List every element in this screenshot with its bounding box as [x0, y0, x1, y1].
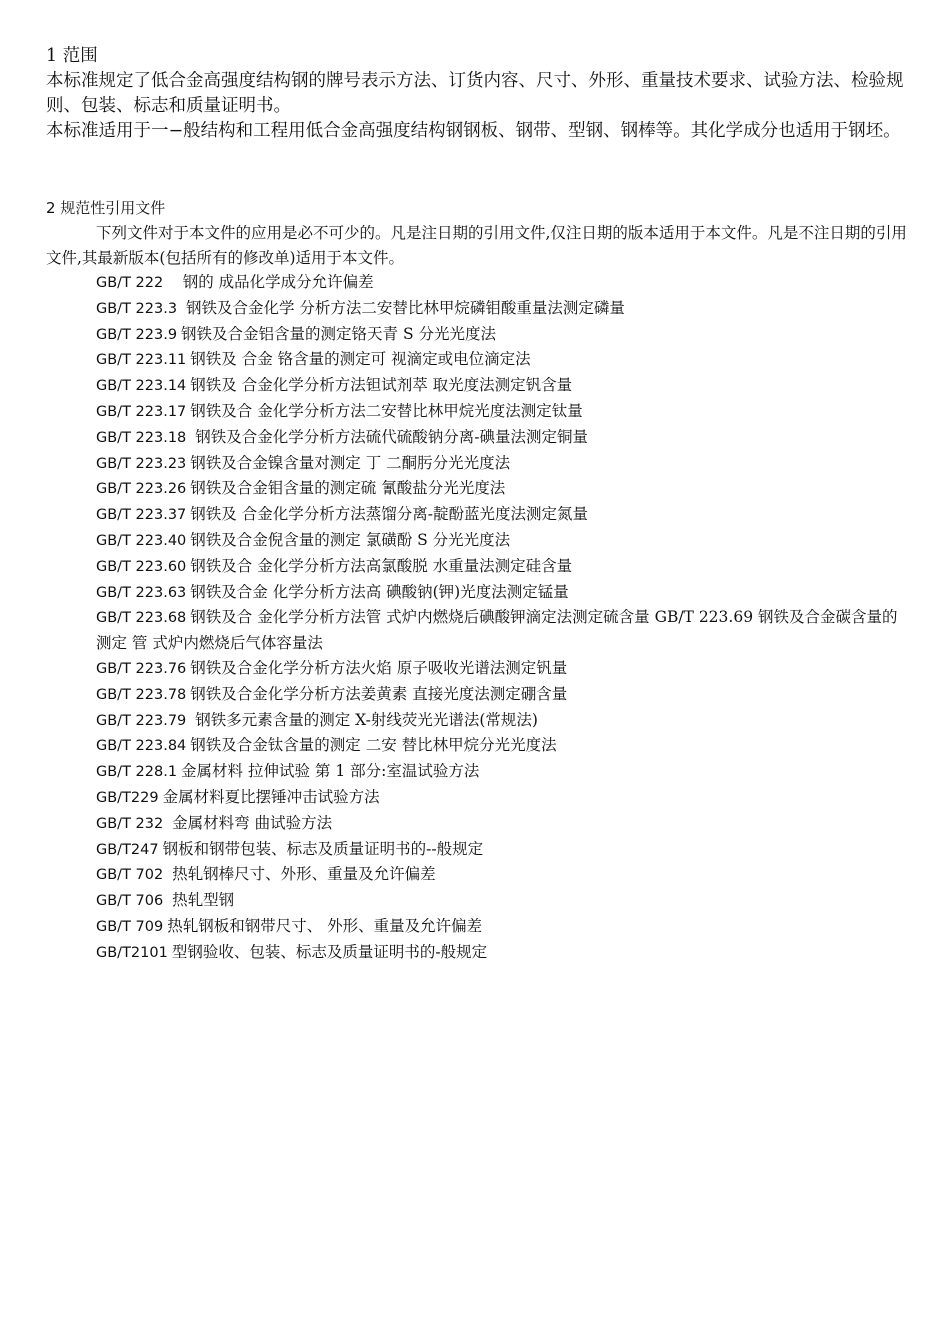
section-references-heading: 2 规范性引用文件 [46, 199, 166, 217]
reference-code: GB/T 223.3 [96, 300, 178, 317]
reference-item [96, 580, 911, 606]
reference-title: 钢铁及合金镍含量对测定 丁 二酮肟分光光度法 [190, 453, 511, 472]
reference-title: 钢铁及合金铝含量的测定铬天青 S 分光光度法 [181, 324, 497, 343]
reference-item [96, 476, 911, 502]
reference-code: GB/T 223.40 [96, 532, 187, 549]
reference-title: 钢铁及 合金 铬含量的测定可 视滴定或电位滴定法 [190, 350, 531, 369]
reference-item [96, 940, 911, 966]
reference-code: GB/T 702 [96, 867, 164, 884]
reference-title: 钢铁及合 金化学分析方法高氯酸脱 水重量法测定硅含量 [190, 556, 573, 575]
reference-item [96, 347, 911, 373]
reference-item [96, 862, 911, 888]
reference-title: 钢铁及合金钛含量的测定 二安 替比林甲烷分光光度法 [190, 736, 557, 755]
reference-item [96, 399, 911, 425]
reference-item [96, 682, 911, 708]
reference-title: 钢铁及合金化学分析方法火焰 原子吸收光谱法测定钒量 [190, 658, 568, 677]
reference-title: 型钢验收、包装、标志及质量证明书的-般规定 [171, 942, 488, 961]
reference-code: GB/T 228.1 [96, 764, 178, 781]
reference-title: 钢铁多元素含量的测定 X-射线荧光光谱法(常规法) [190, 710, 538, 729]
reference-code: GB/T 223.78 [96, 686, 187, 703]
reference-item [96, 811, 911, 837]
section-scope [46, 44, 916, 144]
reference-item [96, 708, 911, 734]
reference-title: 钢铁及 合金化学分析方法钽试剂萃 取光度法测定钒含量 [190, 376, 573, 395]
reference-code: GB/T 223.37 [96, 507, 187, 524]
reference-title: 钢铁及 合金化学分析方法蒸馏分离-靛酚蓝光度法测定氮量 [190, 505, 588, 524]
reference-code: GB/T 223.18 [96, 429, 187, 446]
reference-item [96, 656, 911, 682]
reference-item [96, 296, 911, 322]
reference-item [96, 528, 911, 554]
reference-title: 钢铁及合金钼含量的测定硫 氰酸盐分光光度法 [190, 479, 506, 498]
reference-title: 钢板和钢带包装、标志及质量证明书的--般规定 [162, 839, 484, 858]
reference-item [96, 837, 911, 863]
reference-title: 钢铁及合 金化学分析方法二安替比林甲烷光度法测定钛量 [190, 401, 583, 420]
reference-code: GB/T2101 [96, 944, 168, 961]
reference-code: GB/T 223.23 [96, 455, 187, 472]
reference-item [46, 605, 911, 656]
reference-code: GB/T 223.84 [96, 738, 187, 755]
reference-title: 热轧钢棒尺寸、外形、重量及允许偏差 [167, 865, 436, 884]
reference-code: GB/T 223.60 [96, 558, 187, 575]
reference-title: 钢铁及合金化学 分析方法二安替比林甲烷磷钼酸重量法测定磷量 [181, 298, 625, 317]
reference-code: GB/T247 [96, 841, 159, 858]
reference-item [96, 270, 911, 296]
reference-item [96, 425, 911, 451]
reference-code: GB/T 223.11 [96, 352, 187, 369]
reference-title: 钢铁及合金 化学分析方法高 碘酸钠(钾)光度法测定锰量 [190, 582, 569, 601]
reference-list [96, 270, 911, 966]
scope-paragraph-1: 本标准规定了低合金高强度结构钢的牌号表示方法、订货内容、尺寸、外形、重量技术要求、试验方法、检验规则、包装、标志和质量证明书。 [46, 71, 904, 116]
reference-code: GB/T 223.14 [96, 378, 187, 395]
reference-title: 钢铁及合 金化学分析方法管 式炉内燃烧后碘酸钾滴定法测定硫含量 GB/T 223.69 钢铁及合金碳含量的测定 管 式炉内燃烧后气体容量法 [96, 608, 898, 653]
reference-title: 金属材料夏比摆锤冲击试验方法 [162, 787, 380, 806]
reference-title: 钢铁及合金倪含量的测定 氯磺酚 S 分光光度法 [190, 530, 511, 549]
reference-item [96, 759, 911, 785]
reference-code: GB/T 223.26 [96, 481, 187, 498]
reference-title: 金属材料 拉伸试验 第 1 部分:室温试验方法 [181, 762, 480, 781]
reference-item [96, 888, 911, 914]
reference-code: GB/T 223.63 [96, 584, 187, 601]
reference-item [96, 554, 911, 580]
reference-item [96, 785, 911, 811]
reference-code: GB/T 709 [96, 918, 164, 935]
reference-item [96, 502, 911, 528]
reference-title: 金属材料弯 曲试验方法 [167, 813, 333, 832]
references-intro-paragraph: 下列文件对于本文件的应用是必不可少的。凡是注日期的引用文件,仅注日期的版本适用于本文件。凡是不注日期的引用文件,其最新版本(包括所有的修改单)适用于本文件。 [46, 224, 907, 267]
scope-paragraph-2: 本标准适用于一−般结构和工程用低合金高强度结构钢钢板、钢带、型钢、钢棒等。其化学成分也适用于钢坯。 [46, 121, 901, 141]
reference-code: GB/T 223.79 [96, 712, 187, 729]
reference-title: 热轧型钢 [167, 891, 235, 910]
reference-item [96, 451, 911, 477]
reference-code: GB/T 223.68 [96, 610, 187, 627]
reference-code: GB/T 222 [96, 275, 164, 291]
reference-code: GB/T229 [96, 789, 159, 806]
reference-title: 钢铁及合金化学分析方法硫代硫酸钠分离-碘量法测定铜量 [190, 427, 588, 446]
reference-title: 热轧钢板和钢带尺寸、 外形、重量及允许偏差 [167, 916, 483, 935]
reference-title: 钢的 成品化学成分允许偏差 [167, 273, 374, 291]
section-scope-heading: 1 范围 [46, 46, 98, 66]
reference-code: GB/T 706 [96, 893, 164, 910]
reference-code: GB/T 232 [96, 815, 164, 832]
reference-code: GB/T 223.76 [96, 660, 187, 677]
reference-item [96, 914, 911, 940]
reference-item [96, 322, 911, 348]
reference-title: 钢铁及合金化学分析方法姜黄素 直接光度法测定硼含量 [190, 684, 568, 703]
reference-code: GB/T 223.9 [96, 326, 178, 343]
reference-item [96, 373, 911, 399]
reference-code: GB/T 223.17 [96, 403, 187, 420]
reference-item [96, 733, 911, 759]
